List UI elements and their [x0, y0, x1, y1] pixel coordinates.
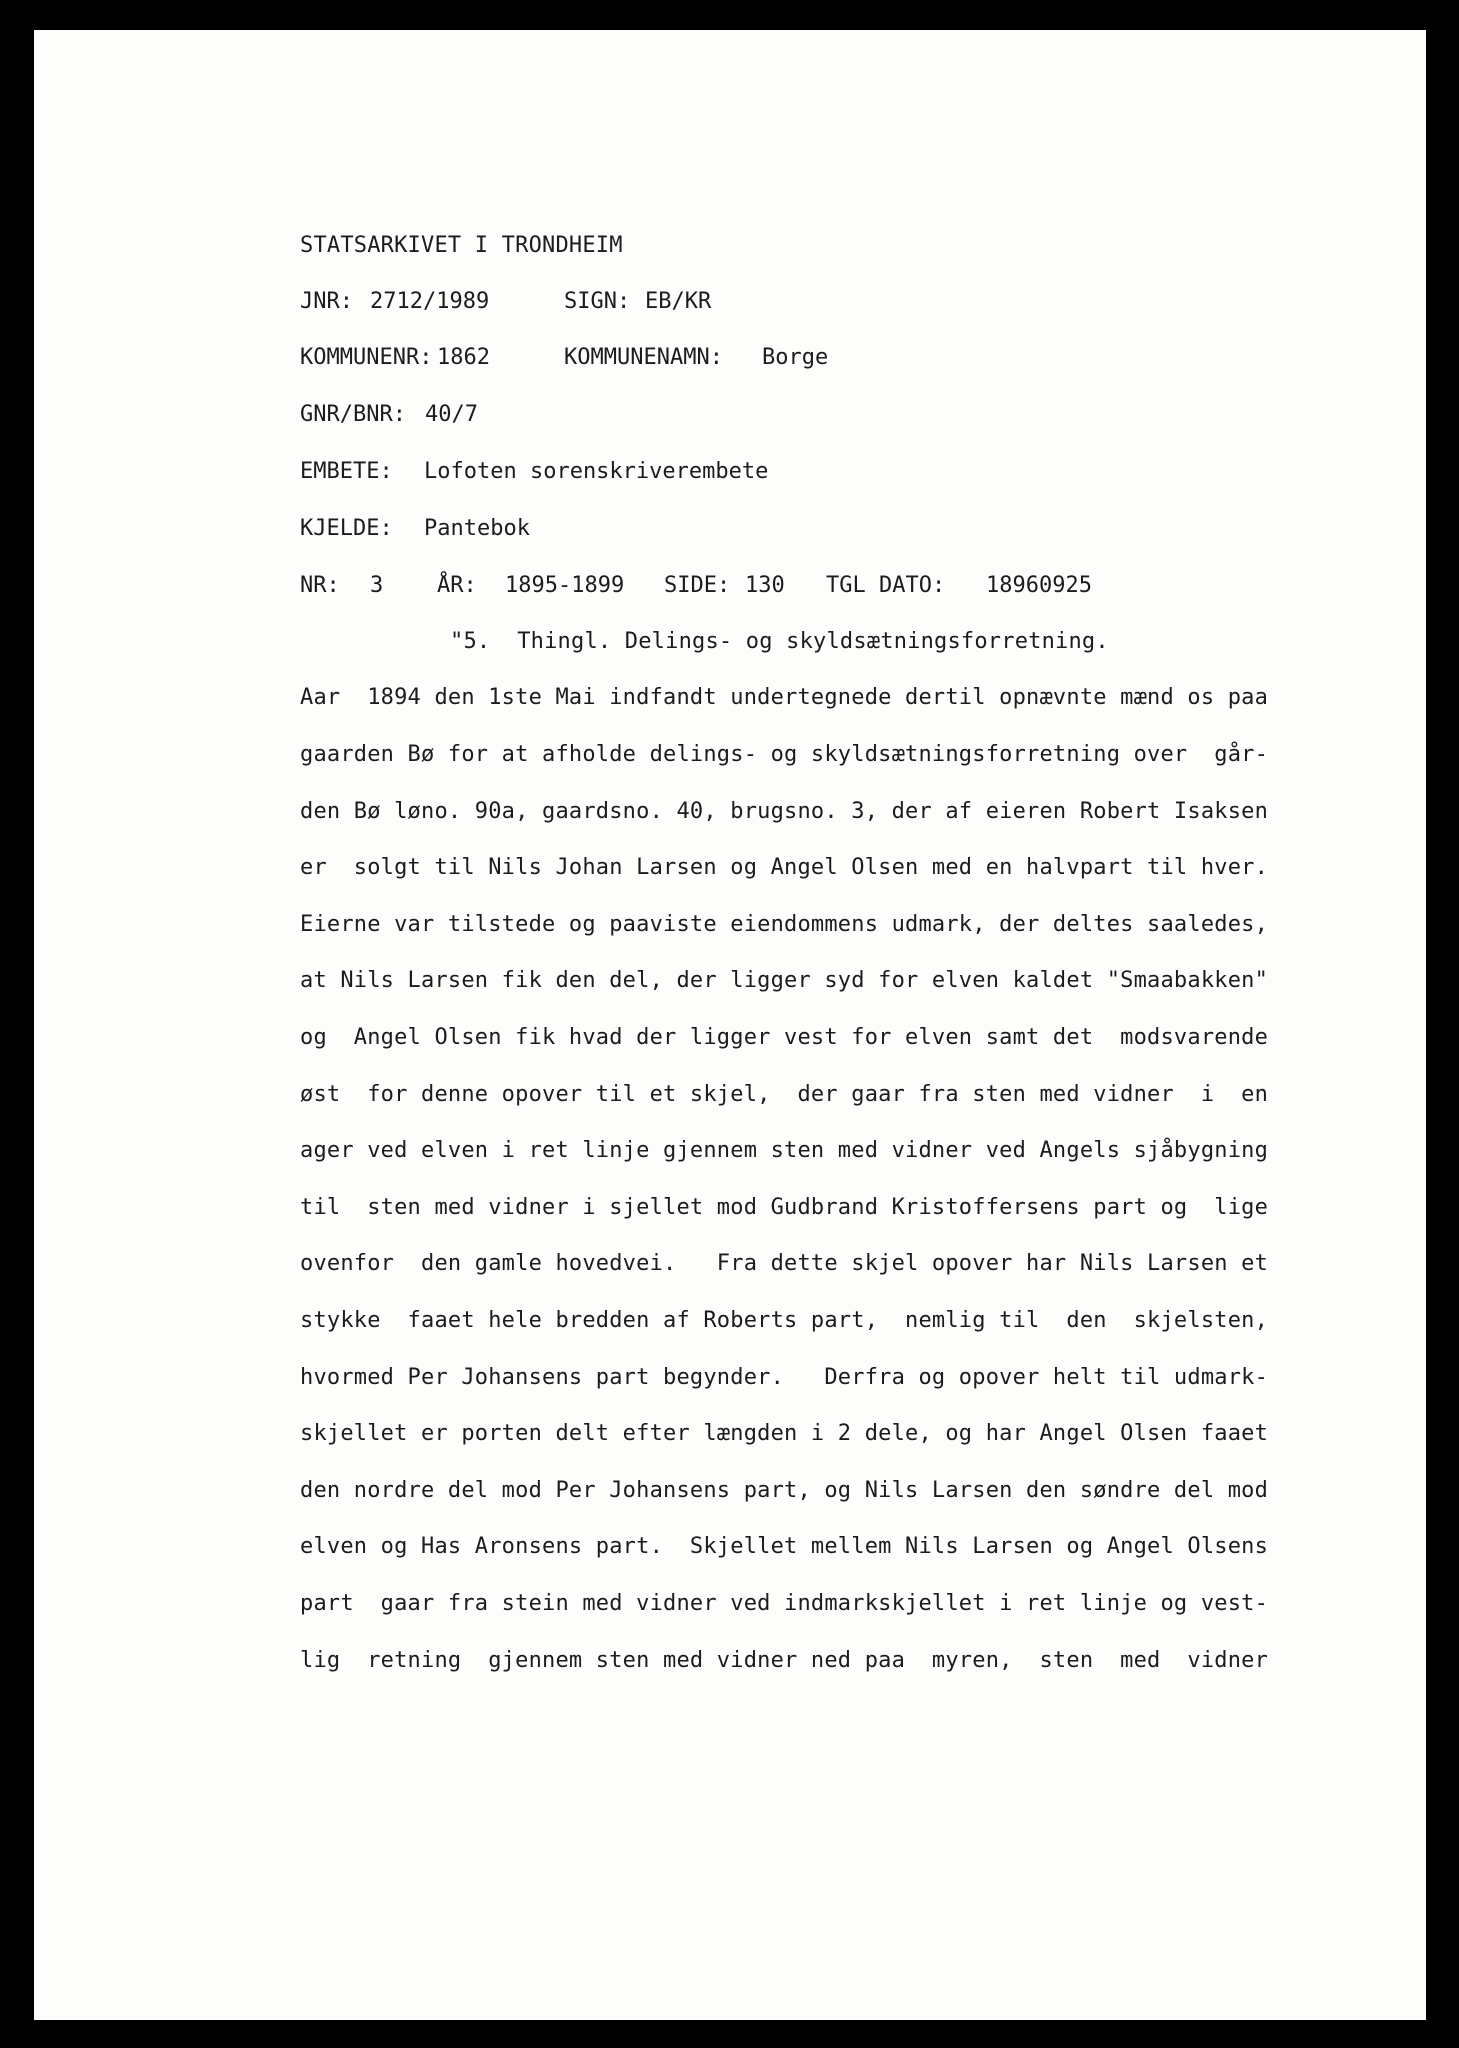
- sign-value: EB/KR: [645, 289, 712, 314]
- body-line: Aar 1894 den 1ste Mai indfandt undertegnede dertil opnævnte mænd os paa: [300, 685, 1269, 710]
- jnr-value: 2712/1989: [370, 289, 490, 314]
- body-line: er solgt til Nils Johan Larsen og Angel Olsen med en halvpart til hver.: [300, 855, 1269, 880]
- side-value: 130: [745, 573, 785, 598]
- embete-value: Lofoten sorenskriverembete: [424, 459, 769, 484]
- body-line: den nordre del mod Per Johansens part, og Nils Larsen den søndre del mod: [300, 1478, 1269, 1503]
- embete-label: EMBETE:: [300, 459, 393, 484]
- body-line: stykke faaet hele bredden af Roberts part, nemlig til den skjelsten,: [300, 1308, 1269, 1333]
- body-line: Eierne var tilstede og paaviste eiendommens udmark, der deltes saaledes,: [300, 912, 1269, 937]
- kjelde-value: Pantebok: [424, 516, 530, 541]
- body-line: part gaar fra stein med vidner ved indmarkskjellet i ret linje og vest-: [300, 1591, 1269, 1616]
- nr-label: NR:: [300, 573, 340, 598]
- sign-label: SIGN:: [564, 289, 631, 314]
- gnrbnr-value: 40/7: [425, 402, 478, 427]
- body-line: til sten med vidner i sjellet mod Gudbrand Kristoffersens part og lige: [300, 1195, 1269, 1220]
- body-line: ager ved elven i ret linje gjennem sten med vidner ved Angels sjåbygning: [300, 1138, 1269, 1163]
- body-line: og Angel Olsen fik hvad der ligger vest for elven samt det modsvarende: [300, 1025, 1269, 1050]
- body-line: den Bø løno. 90a, gaardsno. 40, brugsno. 3, der af eieren Robert Isaksen: [300, 799, 1269, 824]
- kommunenr-label: KOMMUNENR:: [300, 345, 433, 370]
- tgl-dato-value: 18960925: [986, 573, 1092, 598]
- body-line: elven og Has Aronsens part. Skjellet mellem Nils Larsen og Angel Olsens: [300, 1534, 1269, 1559]
- body-line: øst for denne opover til et skjel, der gaar fra sten med vidner i en: [300, 1082, 1269, 1107]
- body-line: skjellet er porten delt efter længden i 2 dele, og har Angel Olsen faaet: [300, 1421, 1269, 1446]
- kommunenamn-label: KOMMUNENAMN:: [564, 345, 723, 370]
- gnrbnr-label: GNR/BNR:: [300, 402, 406, 427]
- nr-value: 3: [370, 573, 384, 598]
- archive-name: STATSARKIVET I TRONDHEIM: [300, 233, 623, 258]
- kommunenamn-value: Borge: [762, 345, 829, 370]
- body-line: lig retning gjennem sten med vidner ned paa myren, sten med vidner: [300, 1648, 1269, 1673]
- body-line: at Nils Larsen fik den del, der ligger syd for elven kaldet "Smaabakken": [300, 968, 1269, 993]
- kommunenr-value: 1862: [437, 345, 490, 370]
- section-heading: "5. Thingl. Delings- og skyldsætningsforretning.: [450, 629, 1109, 654]
- body-line: gaarden Bø for at afholde delings- og skyldsætningsforretning over går-: [300, 742, 1269, 767]
- tgl-dato-label: TGL DATO:: [826, 573, 946, 598]
- jnr-label: JNR:: [300, 289, 353, 314]
- ar-label: ÅR:: [437, 573, 477, 598]
- kjelde-label: KJELDE:: [300, 516, 393, 541]
- ar-value: 1895-1899: [505, 573, 625, 598]
- body-line: ovenfor den gamle hovedvei. Fra dette skjel opover har Nils Larsen et: [300, 1251, 1269, 1276]
- side-label: SIDE:: [664, 573, 731, 598]
- body-line: hvormed Per Johansens part begynder. Derfra og opover helt til udmark-: [300, 1365, 1269, 1390]
